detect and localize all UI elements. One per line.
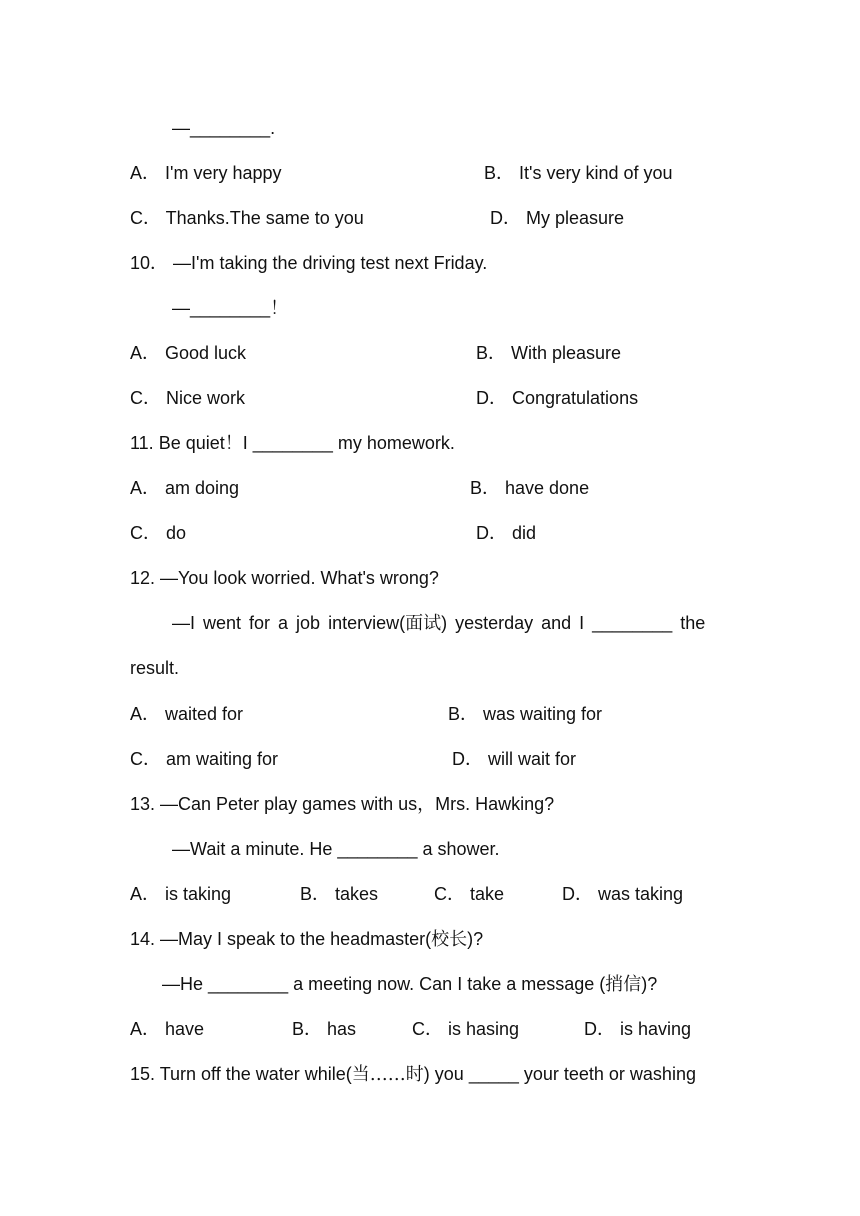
q15-stem-part-1: 15. Turn off the water while( bbox=[130, 1064, 352, 1084]
q10-reply-line: —________！ bbox=[172, 298, 289, 318]
q14-option-c: C． is hasing bbox=[412, 1019, 520, 1039]
q13-option-a: A． is taking bbox=[130, 884, 232, 904]
q10-option-a: A． Good luck bbox=[130, 343, 247, 363]
q12-option-a: A． waited for bbox=[130, 704, 244, 724]
q14-stem-chinese-gloss: 校长 bbox=[431, 929, 468, 950]
q10-option-d: D． Congratulations bbox=[476, 388, 639, 408]
q15-stem-chinese-gloss: 当……时 bbox=[351, 1064, 424, 1085]
q11-option-b: B． have done bbox=[470, 478, 590, 498]
q12-reply-line bbox=[172, 611, 705, 636]
q13-stem: 13. —Can Peter play games with us，Mrs. Hawking? bbox=[130, 794, 555, 814]
q12-reply-chinese-gloss: 面试 bbox=[405, 613, 442, 634]
q15-stem bbox=[130, 1062, 696, 1087]
q11-option-a: A． am doing bbox=[130, 478, 240, 498]
q9-option-a: A． I'm very happy bbox=[130, 163, 282, 183]
q10-option-b: B． With pleasure bbox=[476, 343, 622, 363]
q12-option-c: C． am waiting for bbox=[130, 749, 279, 769]
q11-option-d: D． did bbox=[476, 523, 537, 543]
q9-option-b: B． It's very kind of you bbox=[484, 163, 673, 183]
q12-stem: 12. —You look worried. What's wrong? bbox=[130, 568, 439, 588]
q12-reply-part-1: —I went for a job interview( bbox=[172, 613, 406, 633]
q14-reply-line bbox=[162, 972, 657, 997]
q14-option-a: A． have bbox=[130, 1019, 205, 1039]
q14-reply-part-2: )? bbox=[641, 974, 658, 994]
q10-stem: 10． —I'm taking the driving test next Friday. bbox=[130, 253, 488, 273]
q11-stem: 11. Be quiet！I ________ my homework. bbox=[130, 433, 455, 453]
q14-stem bbox=[130, 927, 483, 952]
q12-reply-part-2: ) yesterday and I ________ the bbox=[441, 613, 706, 633]
q9-reply-line: —________. bbox=[172, 118, 276, 138]
q12-option-d: D． will wait for bbox=[452, 749, 577, 769]
q11-option-c: C． do bbox=[130, 523, 187, 543]
q12-option-b: B． was waiting for bbox=[448, 704, 603, 724]
q14-stem-part-1: 14. —May I speak to the headmaster( bbox=[130, 929, 432, 949]
q9-option-c: C． Thanks.The same to you bbox=[130, 208, 364, 228]
q14-reply-chinese-gloss: 捎信 bbox=[605, 974, 642, 995]
q9-option-d: D． My pleasure bbox=[490, 208, 625, 228]
q13-option-d: D． was taking bbox=[562, 884, 684, 904]
q13-reply-line: —Wait a minute. He ________ a shower. bbox=[172, 839, 500, 859]
q14-stem-part-2: )? bbox=[467, 929, 484, 949]
q13-option-c: C． take bbox=[434, 884, 505, 904]
q15-stem-part-2: ) you _____ your teeth or washing bbox=[423, 1064, 696, 1084]
q14-option-b: B． has bbox=[292, 1019, 357, 1039]
q14-reply-part-1: —He ________ a meeting now. Can I take a message ( bbox=[162, 974, 606, 994]
q13-option-b: B． takes bbox=[300, 884, 379, 904]
q14-option-d: D． is having bbox=[584, 1019, 692, 1039]
q10-option-c: C． Nice work bbox=[130, 388, 246, 408]
q12-reply-continuation: result. bbox=[130, 658, 180, 678]
